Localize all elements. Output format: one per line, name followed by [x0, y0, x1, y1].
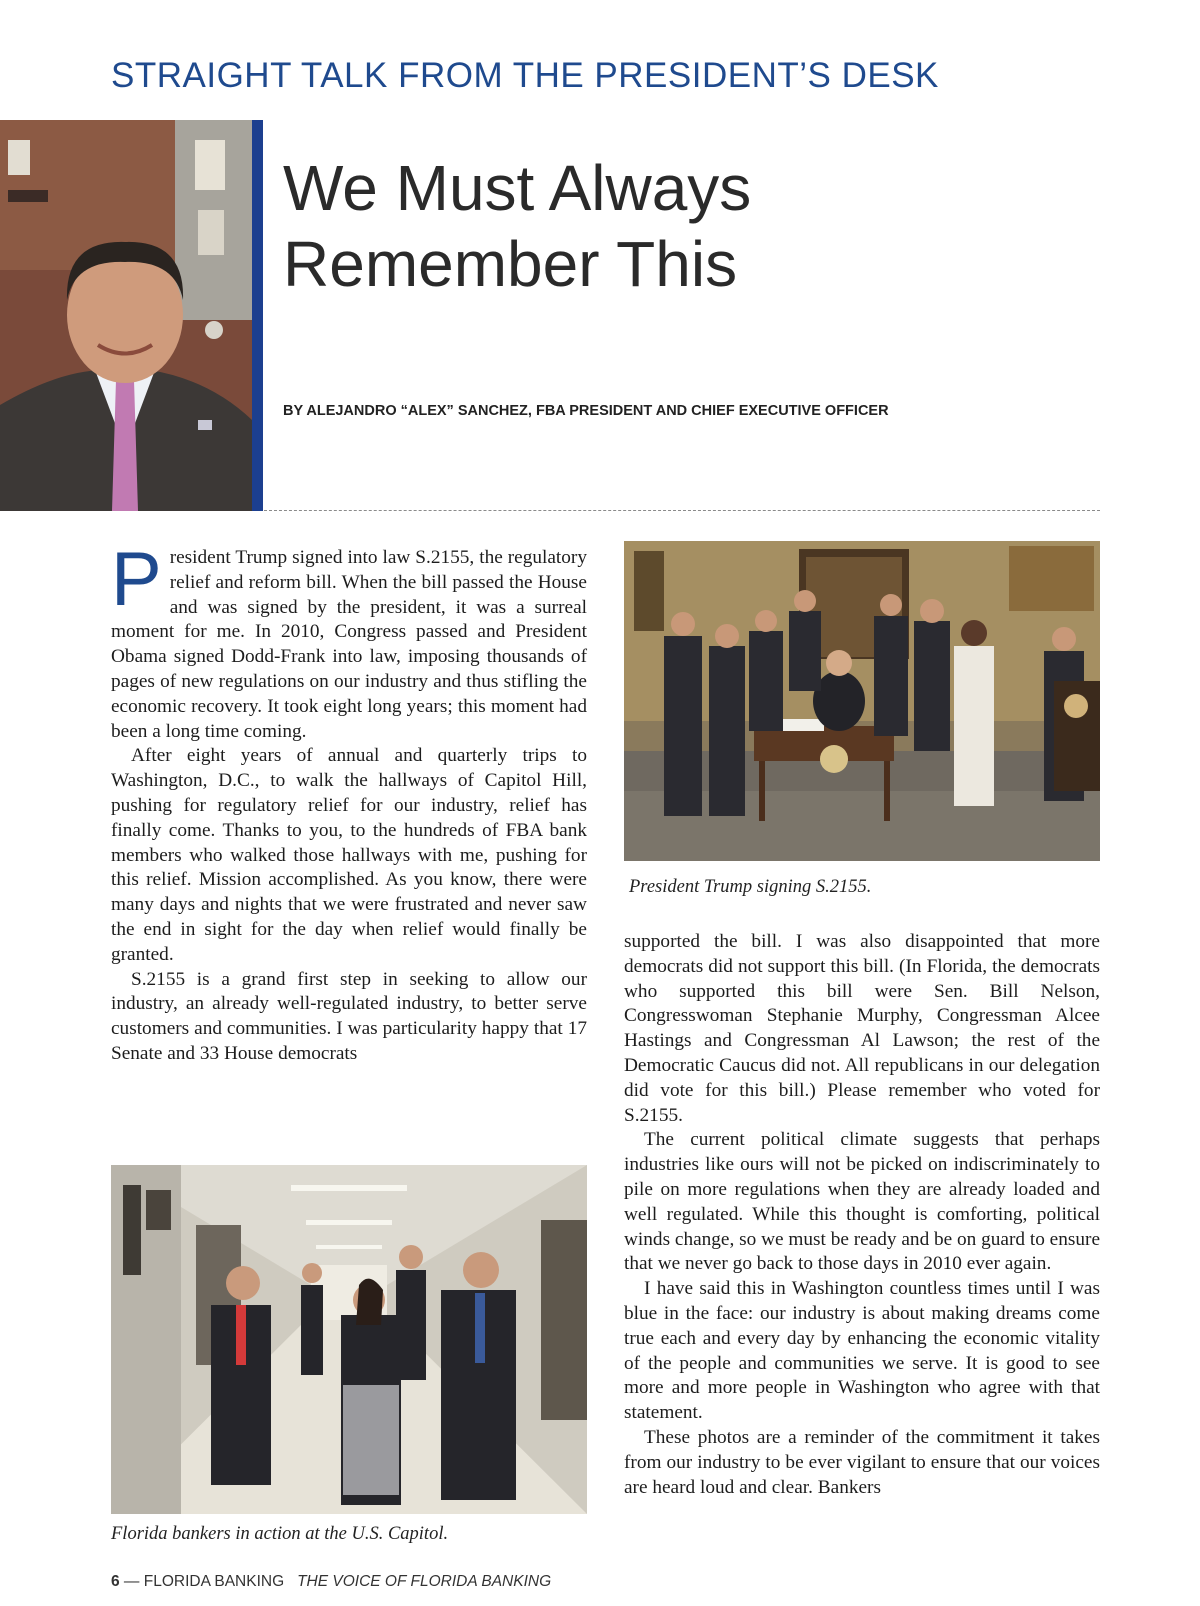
paragraph: After eight years of annual and quarterly trips to Washington, D.C., to walk the hallways of Capitol Hill, pushing for regulatory relief for our industry, relief has finally come. Thanks to you, to the hundreds of FBA bank members who walked those hallways with me, pushing for this relief. Mission accomplished. As you know, there were many days and nights that we were frustrated and never saw the end in sight for the day when relief would finally be granted.	[111, 745, 587, 965]
paragraph	[111, 537, 587, 744]
signing-photo-caption: President Trump signing S.2155.	[629, 877, 872, 897]
byline: BY ALEJANDRO “ALEX” SANCHEZ, FBA PRESIDENT AND CHIEF EXECUTIVE OFFICER	[283, 403, 889, 419]
accent-bar	[252, 120, 263, 511]
section-title: STRAIGHT TALK FROM THE PRESIDENT’S DESK	[111, 56, 939, 95]
paragraph: supported the bill. I was also disappointed that more democrats did not support this bill. (In Florida, the democrats who supported this bill were Sen. Bill Nelson, Congresswoman Stephanie Murphy, Congressman Alcee Hastings and Congressman Al Lawson; the rest of the Democratic Caucus did not. All republicans in our delegation did vote for this bill.) Please remember who voted for S.2155.	[624, 931, 1100, 1126]
author-portrait	[0, 120, 252, 511]
paragraph-text: resident Trump signed into law S.2155, the regulatory relief and reform bill. When the bill passed the House and was signed by the president, it was a surreal moment for me. In 2010, Congress passed and President Obama signed Dodd-Frank into law, imposing thousands of pages of new regulations on our industry and thus stifling the economic recovery. It took eight long years; this moment had been a long time coming.	[111, 547, 587, 742]
footer-separator: —	[119, 1573, 144, 1590]
headline-line-1: We Must Always	[283, 152, 752, 224]
publication-tagline: THE VOICE OF FLORIDA BANKING	[297, 1573, 552, 1590]
paragraph: These photos are a reminder of the commitment it takes from our industry to be ever vigilant to ensure that our voices are heard loud and clear. Bankers	[624, 1426, 1100, 1498]
page-number: 6	[111, 1573, 120, 1590]
page-footer	[111, 1573, 551, 1591]
headline-line-2: Remember This	[283, 228, 738, 300]
capitol-hallway-photo	[111, 1165, 587, 1514]
capitol-photo-caption: Florida bankers in action at the U.S. Capitol.	[111, 1524, 449, 1544]
paragraph: I have said this in Washington countless times until I was blue in the face: our industry is about making dreams come true each and every day by enhancing the economic vitality of the people and communities we serve. It is good to see more and more people in Washington who agree with that statement.	[624, 1278, 1100, 1424]
bill-signing-photo	[624, 541, 1100, 861]
paragraph: S.2155 is a grand first step in seeking to allow our industry, an already well-regulated industry, to better serve customers and communities. I was particularity happy that 17 Senate and 33 House democrats	[111, 968, 587, 1064]
paragraph: The current political climate suggests that perhaps industries like ours will not be picked on indiscriminately to pile on more regulations when they are already loaded and well regulated. While this thought is comforting, political winds change, so we must be ready and be on guard to ensure that we never go back to those days in 2010 ever again.	[624, 1129, 1101, 1275]
article-column-right	[624, 930, 1100, 1500]
dashed-divider	[264, 510, 1100, 511]
drop-cap: P	[111, 537, 162, 622]
publication-name: FLORIDA BANKING	[143, 1573, 285, 1590]
headline	[283, 150, 751, 302]
article-column-left	[111, 537, 587, 1067]
